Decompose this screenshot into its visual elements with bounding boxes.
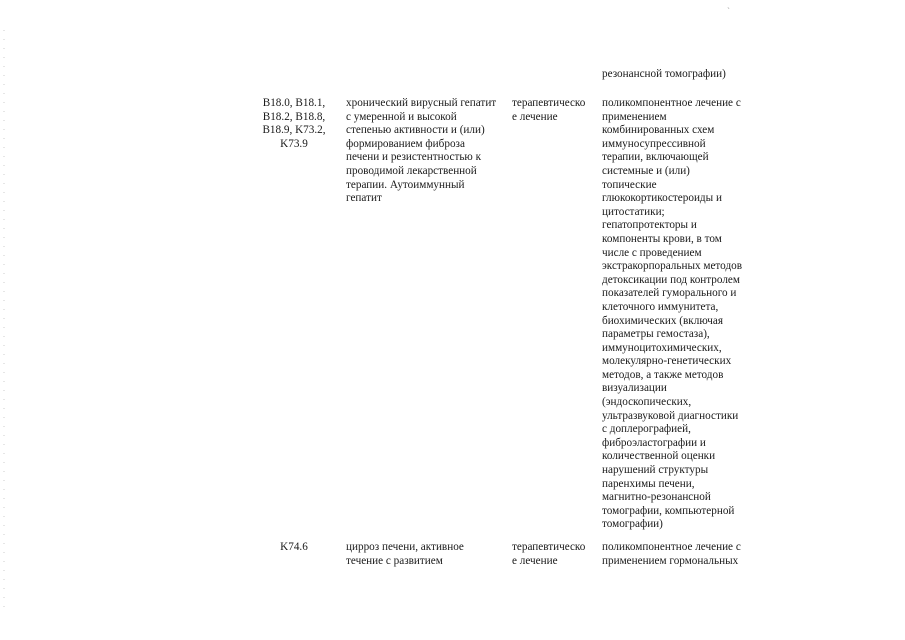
row-1-disease: хронический вирусный гепатит с умеренной и высокой степенью активности и (или) формированием фиброза печени и резистентностью к проводимой лекарственной терапии. Аутоиммунный гепатит xyxy=(346,97,497,205)
row-2-disease: цирроз печени, активное течение с развитием xyxy=(346,541,464,567)
prev-row-method-tail: резонансной томографии) xyxy=(602,68,726,80)
page-mark: ˋ xyxy=(727,6,730,16)
scan-edge-artifact xyxy=(3,30,5,610)
row-2-treatment-type: терапевтическо е лечение xyxy=(512,541,586,567)
row-1-codes: B18.0, B18.1, B18.2, B18.8, B18.9, K73.2, K73.9 xyxy=(262,97,326,150)
row-2-codes: K74.6 xyxy=(280,541,308,553)
row-1-treatment-type: терапевтическо е лечение xyxy=(512,97,586,123)
row-2-method: поликомпонентное лечение с применением гормональных xyxy=(602,541,741,567)
row-1-method: поликомпонентное лечение с применением комбинированных схем иммуносупрессивной терапии, включающей системные и (или) топические глюкокортикостероиды и цитостатики; гепатопротекторы и компоненты крови, в том числе с проведением экстракорпоральных методов детоксикации под контролем показателей гуморального и клеточного иммунитета, биохимических (включая параметры гемостаза), иммуноцитохимических, молекулярно-генетических методов, а также методов визуализации (эндоскопических, ультразвуковой диагностики с доплерографией, фиброэластографии и количественной оценки нарушений структуры паренхимы печени, магнитно-резонансной томографии, компьютерной томографии) xyxy=(602,97,743,531)
